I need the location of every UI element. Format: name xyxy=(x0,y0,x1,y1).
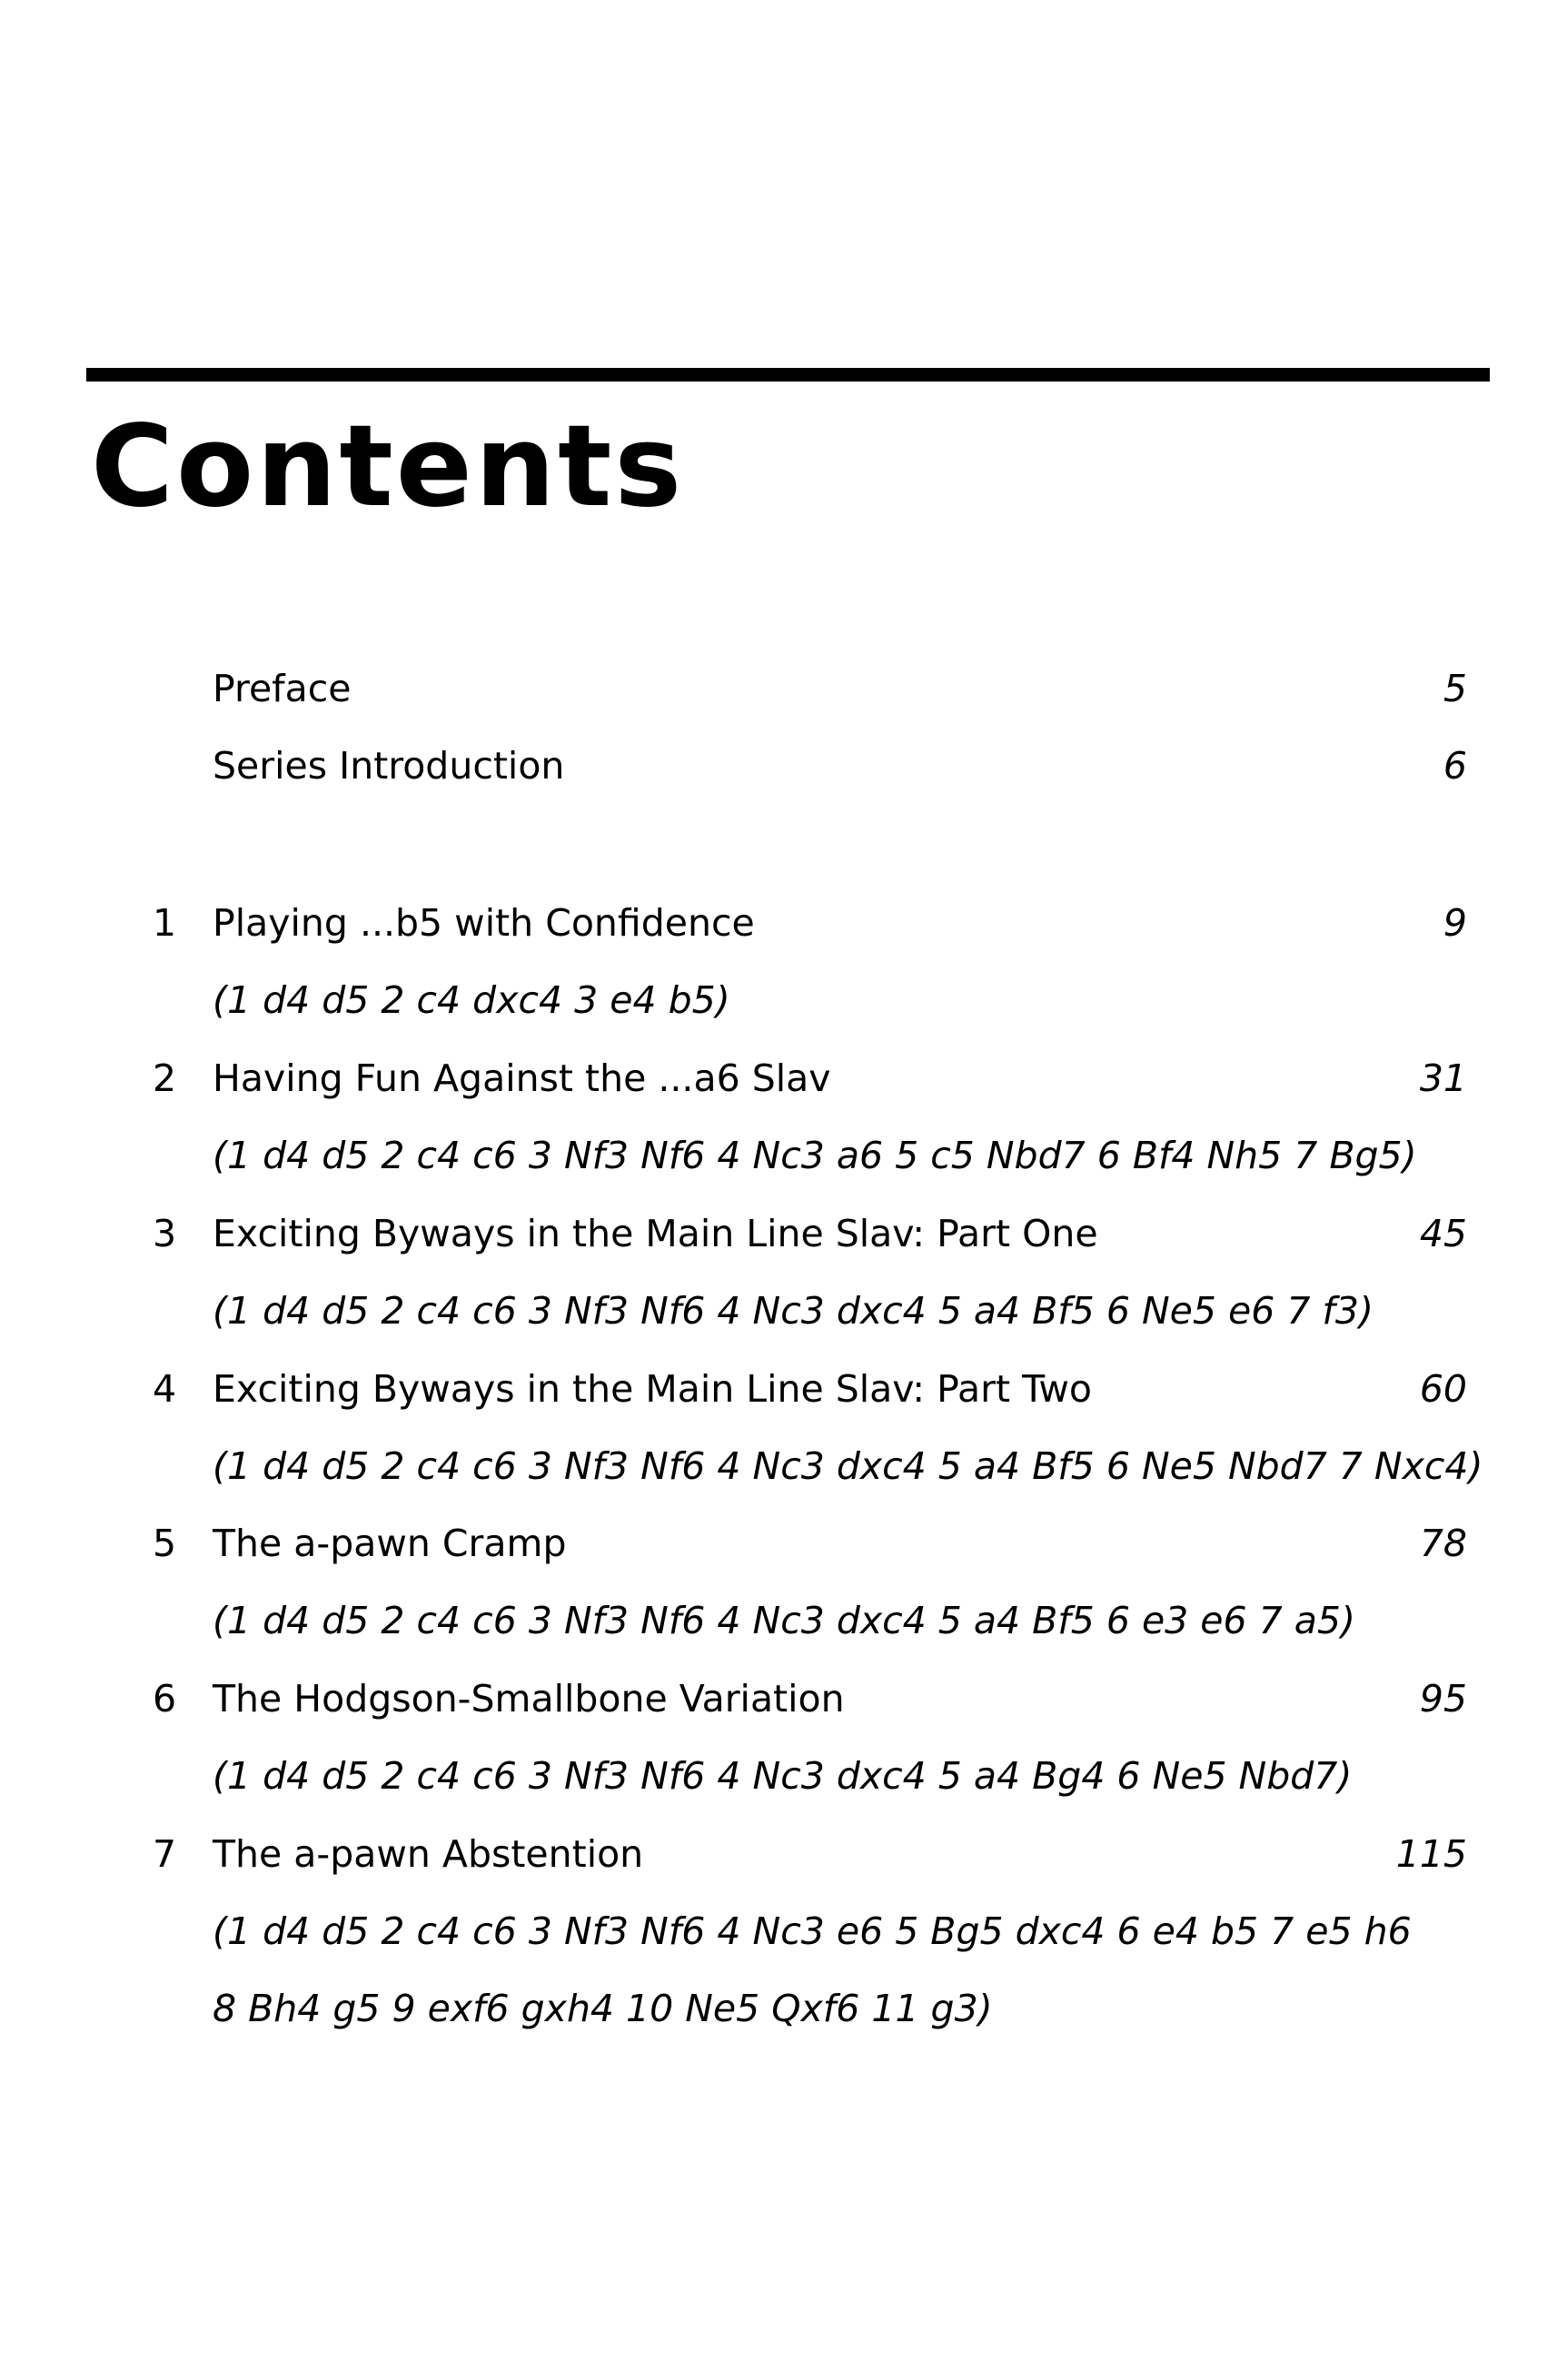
chapter-title: The a-pawn Abstention xyxy=(213,1832,644,1876)
toc-chapter-6[interactable] xyxy=(0,1667,1567,1730)
chapter-number: 5 xyxy=(153,1522,177,1565)
page-title: Contents xyxy=(91,402,685,532)
chapter-page: 45 xyxy=(1419,1212,1467,1255)
chapter-number: 4 xyxy=(153,1367,177,1411)
chapter-moves: (1 d4 d5 2 c4 c6 3 Nf3 Nf6 4 Nc3 dxc4 5 a4 Bg4 6 Ne5 Nbd7) xyxy=(213,1754,1353,1798)
chapter-moves: (1 d4 d5 2 c4 c6 3 Nf3 Nf6 4 Nc3 dxc4 5 a4 Bf5 6 Ne5 e6 7 f3) xyxy=(213,1289,1374,1333)
chapter-page: 31 xyxy=(1419,1056,1467,1100)
chapter-moves-continued: 8 Bh4 g5 9 exf6 gxh4 10 Ne5 Qxf6 11 g3) xyxy=(213,1987,993,2030)
chapter-page: 78 xyxy=(1419,1522,1467,1565)
toc-chapter-5[interactable] xyxy=(0,1512,1567,1575)
chapter-moves: (1 d4 d5 2 c4 c6 3 Nf3 Nf6 4 Nc3 e6 5 Bg5 dxc4 6 e4 b5 7 e5 h6 xyxy=(213,1909,1412,1953)
chapter-page: 60 xyxy=(1419,1367,1467,1411)
toc-entry-page: 6 xyxy=(1443,744,1467,788)
chapter-number: 7 xyxy=(153,1832,177,1876)
toc-entry-preface[interactable] xyxy=(0,657,1567,720)
chapter-number: 6 xyxy=(153,1677,177,1721)
toc-chapter-3[interactable] xyxy=(0,1202,1567,1265)
chapter-title: Having Fun Against the ...a6 Slav xyxy=(213,1056,831,1100)
chapter-title: Exciting Byways in the Main Line Slav: Part Two xyxy=(213,1367,1092,1411)
toc-chapter-2[interactable] xyxy=(0,1046,1567,1110)
toc-entry-page: 5 xyxy=(1443,667,1467,710)
chapter-title: Exciting Byways in the Main Line Slav: Part One xyxy=(213,1212,1098,1255)
toc-chapter-1[interactable] xyxy=(0,891,1567,955)
chapter-moves: (1 d4 d5 2 c4 c6 3 Nf3 Nf6 4 Nc3 a6 5 c5 Nbd7 6 Bf4 Nh5 7 Bg5) xyxy=(213,1134,1417,1177)
toc-chapter-4[interactable] xyxy=(0,1357,1567,1421)
toc-entry-label: Preface xyxy=(213,667,352,710)
toc-entry-series-introduction[interactable] xyxy=(0,734,1567,798)
header-rule xyxy=(86,368,1490,382)
chapter-page: 9 xyxy=(1443,901,1467,945)
chapter-moves: (1 d4 d5 2 c4 c6 3 Nf3 Nf6 4 Nc3 dxc4 5 a4 Bf5 6 e3 e6 7 a5) xyxy=(213,1599,1355,1642)
toc-entry-label: Series Introduction xyxy=(213,744,565,788)
chapter-title: The a-pawn Cramp xyxy=(213,1522,567,1565)
chapter-page: 115 xyxy=(1395,1832,1467,1876)
chapter-title: Playing ...b5 with Confidence xyxy=(213,901,755,945)
chapter-title: The Hodgson-Smallbone Variation xyxy=(213,1677,845,1721)
chapter-number: 2 xyxy=(153,1056,177,1100)
chapter-number: 1 xyxy=(153,901,177,945)
toc-chapter-7[interactable] xyxy=(0,1822,1567,1886)
chapter-number: 3 xyxy=(153,1212,177,1255)
chapter-page: 95 xyxy=(1419,1677,1467,1721)
chapter-moves: (1 d4 d5 2 c4 c6 3 Nf3 Nf6 4 Nc3 dxc4 5 a4 Bf5 6 Ne5 Nbd7 7 Nxc4) xyxy=(213,1444,1483,1488)
chapter-moves: (1 d4 d5 2 c4 dxc4 3 e4 b5) xyxy=(213,978,730,1022)
